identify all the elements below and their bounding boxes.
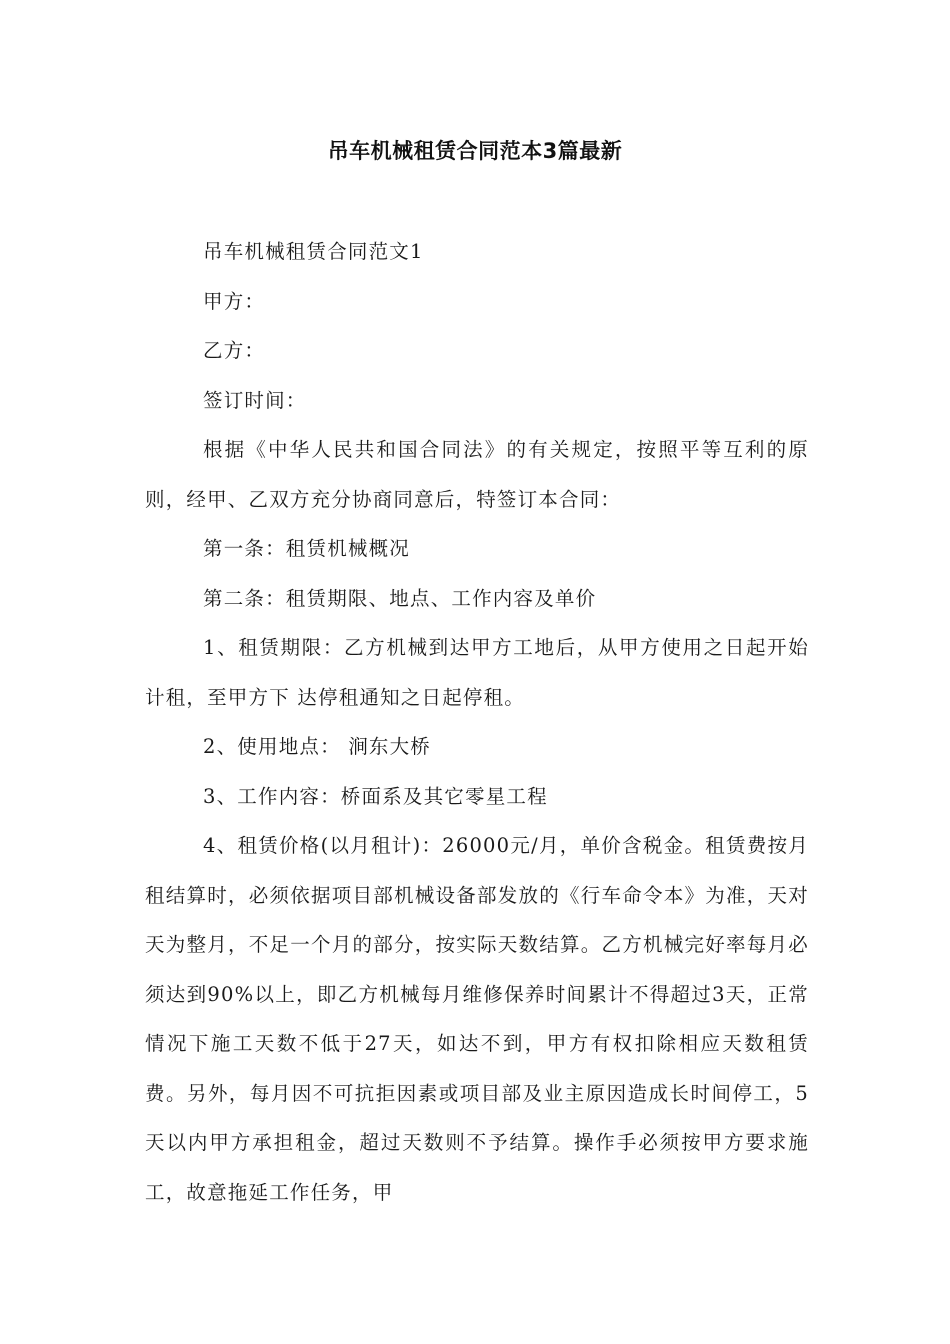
clause-2-location: 2、使用地点： 涧东大桥 [203, 735, 432, 758]
clause-3-work-content: 3、工作内容：桥面系及其它零星工程 [203, 784, 548, 808]
clause-1-lease-term: 1、租赁期限：乙方机械到达甲方工地后，从甲方使用之日起开始计租，至甲方下 达停租通知之日起停租。 [145, 636, 809, 709]
clause-4-lease-price: 4、租赁价格(以月租计)：26000元/月，单价含税金。租赁费按月租结算时，必须依据项目部机械设备部发放的《行车命令本》为准，天对天为整月，不足一个月的部分，按实际天数结算。乙方机械完好率每月必须达到90%以上，即乙方机械每月维修保养时间累计不得超过3天，正常情况下施工天数不低于27天，如达不到，甲方有权扣除相应天数租赁费。另外，每月因不可抗拒因素或项目部及业主原因造成长时间停工，5天以内甲方承担租金，超过天数则不予结算。操作手必须按甲方要求施工，故意拖延工作任务，甲 [145, 834, 809, 1204]
section-heading-contract-1: 吊车机械租赁合同范文1 [203, 240, 424, 263]
article-2-heading: 第二条：租赁期限、地点、工作内容及单价 [203, 586, 597, 610]
preamble-paragraph: 根据《中华人民共和国合同法》的有关规定，按照平等互利的原则，经甲、乙双方充分协商同意后，特签订本合同： [145, 438, 809, 511]
signing-date-line: 签订时间： [203, 388, 307, 412]
article-1-heading: 第一条：租赁机械概况 [203, 537, 411, 560]
party-a-line: 甲方： [203, 289, 266, 313]
document-title: 吊车机械租赁合同范本3篇最新 [327, 139, 623, 163]
document-body [145, 227, 809, 1217]
party-b-line: 乙方： [203, 339, 266, 362]
